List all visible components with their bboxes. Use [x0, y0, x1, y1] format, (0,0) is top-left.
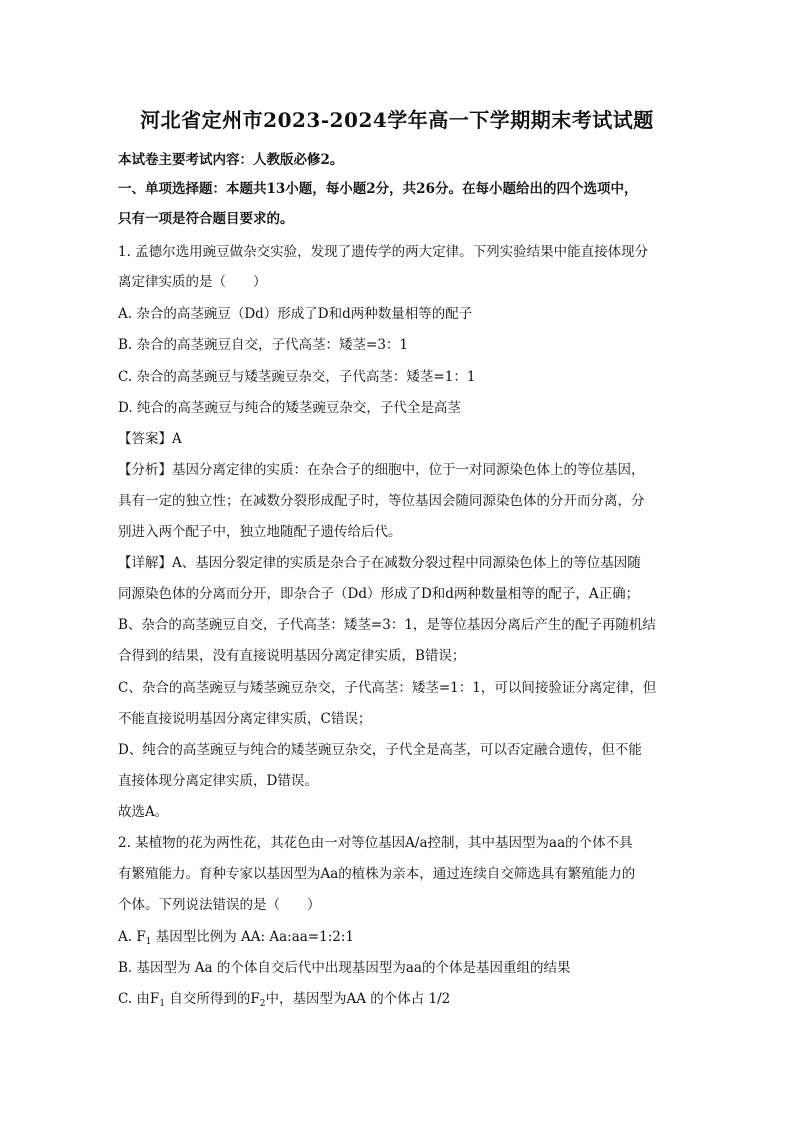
q1-detail-line-4: 合得到的结果，没有直接说明基因分离定律实质，B错误； — [118, 648, 466, 664]
q2-stem-line-2: 有繁殖能力。育种专家以基因型为Aa的植株为亲本，通过连续自交筛选具有繁殖能力的 — [118, 866, 636, 882]
q1-analysis-line-1: 【分析】基因分离定律的实质：在杂合子的细胞中，位于一对同源染色体上的等位基因， — [118, 462, 645, 478]
q1-detail-line-7: D、纯合的高茎豌豆与纯合的矮茎豌豆杂交，子代全是高茎，可以否定融合遗传，但不能 — [118, 742, 642, 758]
q1-stem-line-2: 离定律实质的是（ ） — [118, 274, 267, 290]
q1-detail-line-5: C、杂合的高茎豌豆与矮茎豌豆杂交，子代高茎：矮茎=1：1，可以间接验证分离定律，但 — [118, 680, 657, 696]
q1-detail-line-2: 同源染色体的分离而分开，即杂合子（Dd）形成了D和d两种数量相等的配子，A正确； — [118, 586, 640, 602]
subscript-1: 1 — [159, 999, 166, 1007]
q2-option-a — [118, 925, 678, 945]
q2-option-c-mid: 自交所得到的F — [165, 991, 260, 1007]
subscript-1: 1 — [145, 937, 152, 945]
section-heading-line-1: 一、单项选择题：本题共13小题，每小题2分，共26分。在每小题给出的四个选项中， — [118, 181, 638, 197]
q2-option-a-text: 基因型比例为 AA: Aa:aa=1:2:1 — [151, 929, 354, 945]
section-heading-line-2: 只有一项是符合题目要求的。 — [118, 211, 294, 227]
q2-option-a-prefix: A. F — [118, 929, 146, 945]
q1-option-b: B. 杂合的高茎豌豆自交，子代高茎：矮茎=3：1 — [118, 337, 408, 353]
q1-analysis-line-3: 别进入两个配子中，独立地随配子遗传给后代。 — [118, 524, 402, 540]
q1-option-a: A. 杂合的高茎豌豆（Dd）形成了D和d两种数量相等的配子 — [118, 306, 473, 322]
subscript-2: 2 — [259, 999, 266, 1007]
q1-detail-line-1: 【详解】A、基因分裂定律的实质是杂合子在减数分裂过程中同源染色体上的等位基因随 — [118, 555, 641, 571]
q2-stem-line-1: 2. 某植物的花为两性花，其花色由一对等位基因A/a控制，其中基因型为aa的个体不具 — [118, 835, 633, 851]
q2-option-b: B. 基因型为 Aa 的个体自交后代中出现基因型为aa的个体是基因重组的结果 — [118, 960, 571, 976]
q1-conclusion: 故选A。 — [118, 804, 169, 820]
q1-answer: 【答案】A — [118, 431, 182, 447]
q1-stem-line-1: 1. 孟德尔选用豌豆做杂交实验，发现了遗传学的两大定律。下列实验结果中能直接体现分 — [118, 244, 649, 260]
q1-detail-line-6: 不能直接说明基因分离定律实质，C错误； — [118, 711, 372, 727]
page-title: 河北省定州市2023-2024学年高一下学期期末考试试题 — [140, 108, 654, 132]
q1-detail-line-8: 直接体现分离定律实质，D错误。 — [118, 773, 318, 789]
exam-intro: 本试卷主要考试内容：人教版必修2。 — [118, 152, 344, 168]
q2-option-c-prefix: C. 由F — [118, 991, 160, 1007]
q2-option-c — [118, 987, 678, 1007]
q1-option-c: C. 杂合的高茎豌豆与矮茎豌豆杂交，子代高茎：矮茎=1：1 — [118, 369, 476, 385]
q1-option-d: D. 纯合的高茎豌豆与纯合的矮茎豌豆杂交，子代全是高茎 — [118, 400, 461, 416]
q2-stem-line-3: 个体。下列说法错误的是（ ） — [118, 897, 321, 913]
q2-option-c-text: 中，基因型为AA 的个体占 1/2 — [265, 991, 451, 1007]
q1-detail-line-3: B、杂合的高茎豌豆自交，子代高茎：矮茎=3：1，是等位基因分离后产生的配子再随机结 — [118, 617, 656, 633]
q1-analysis-line-2: 具有一定的独立性；在减数分裂形成配子时，等位基因会随同源染色体的分开而分离，分 — [118, 493, 645, 509]
